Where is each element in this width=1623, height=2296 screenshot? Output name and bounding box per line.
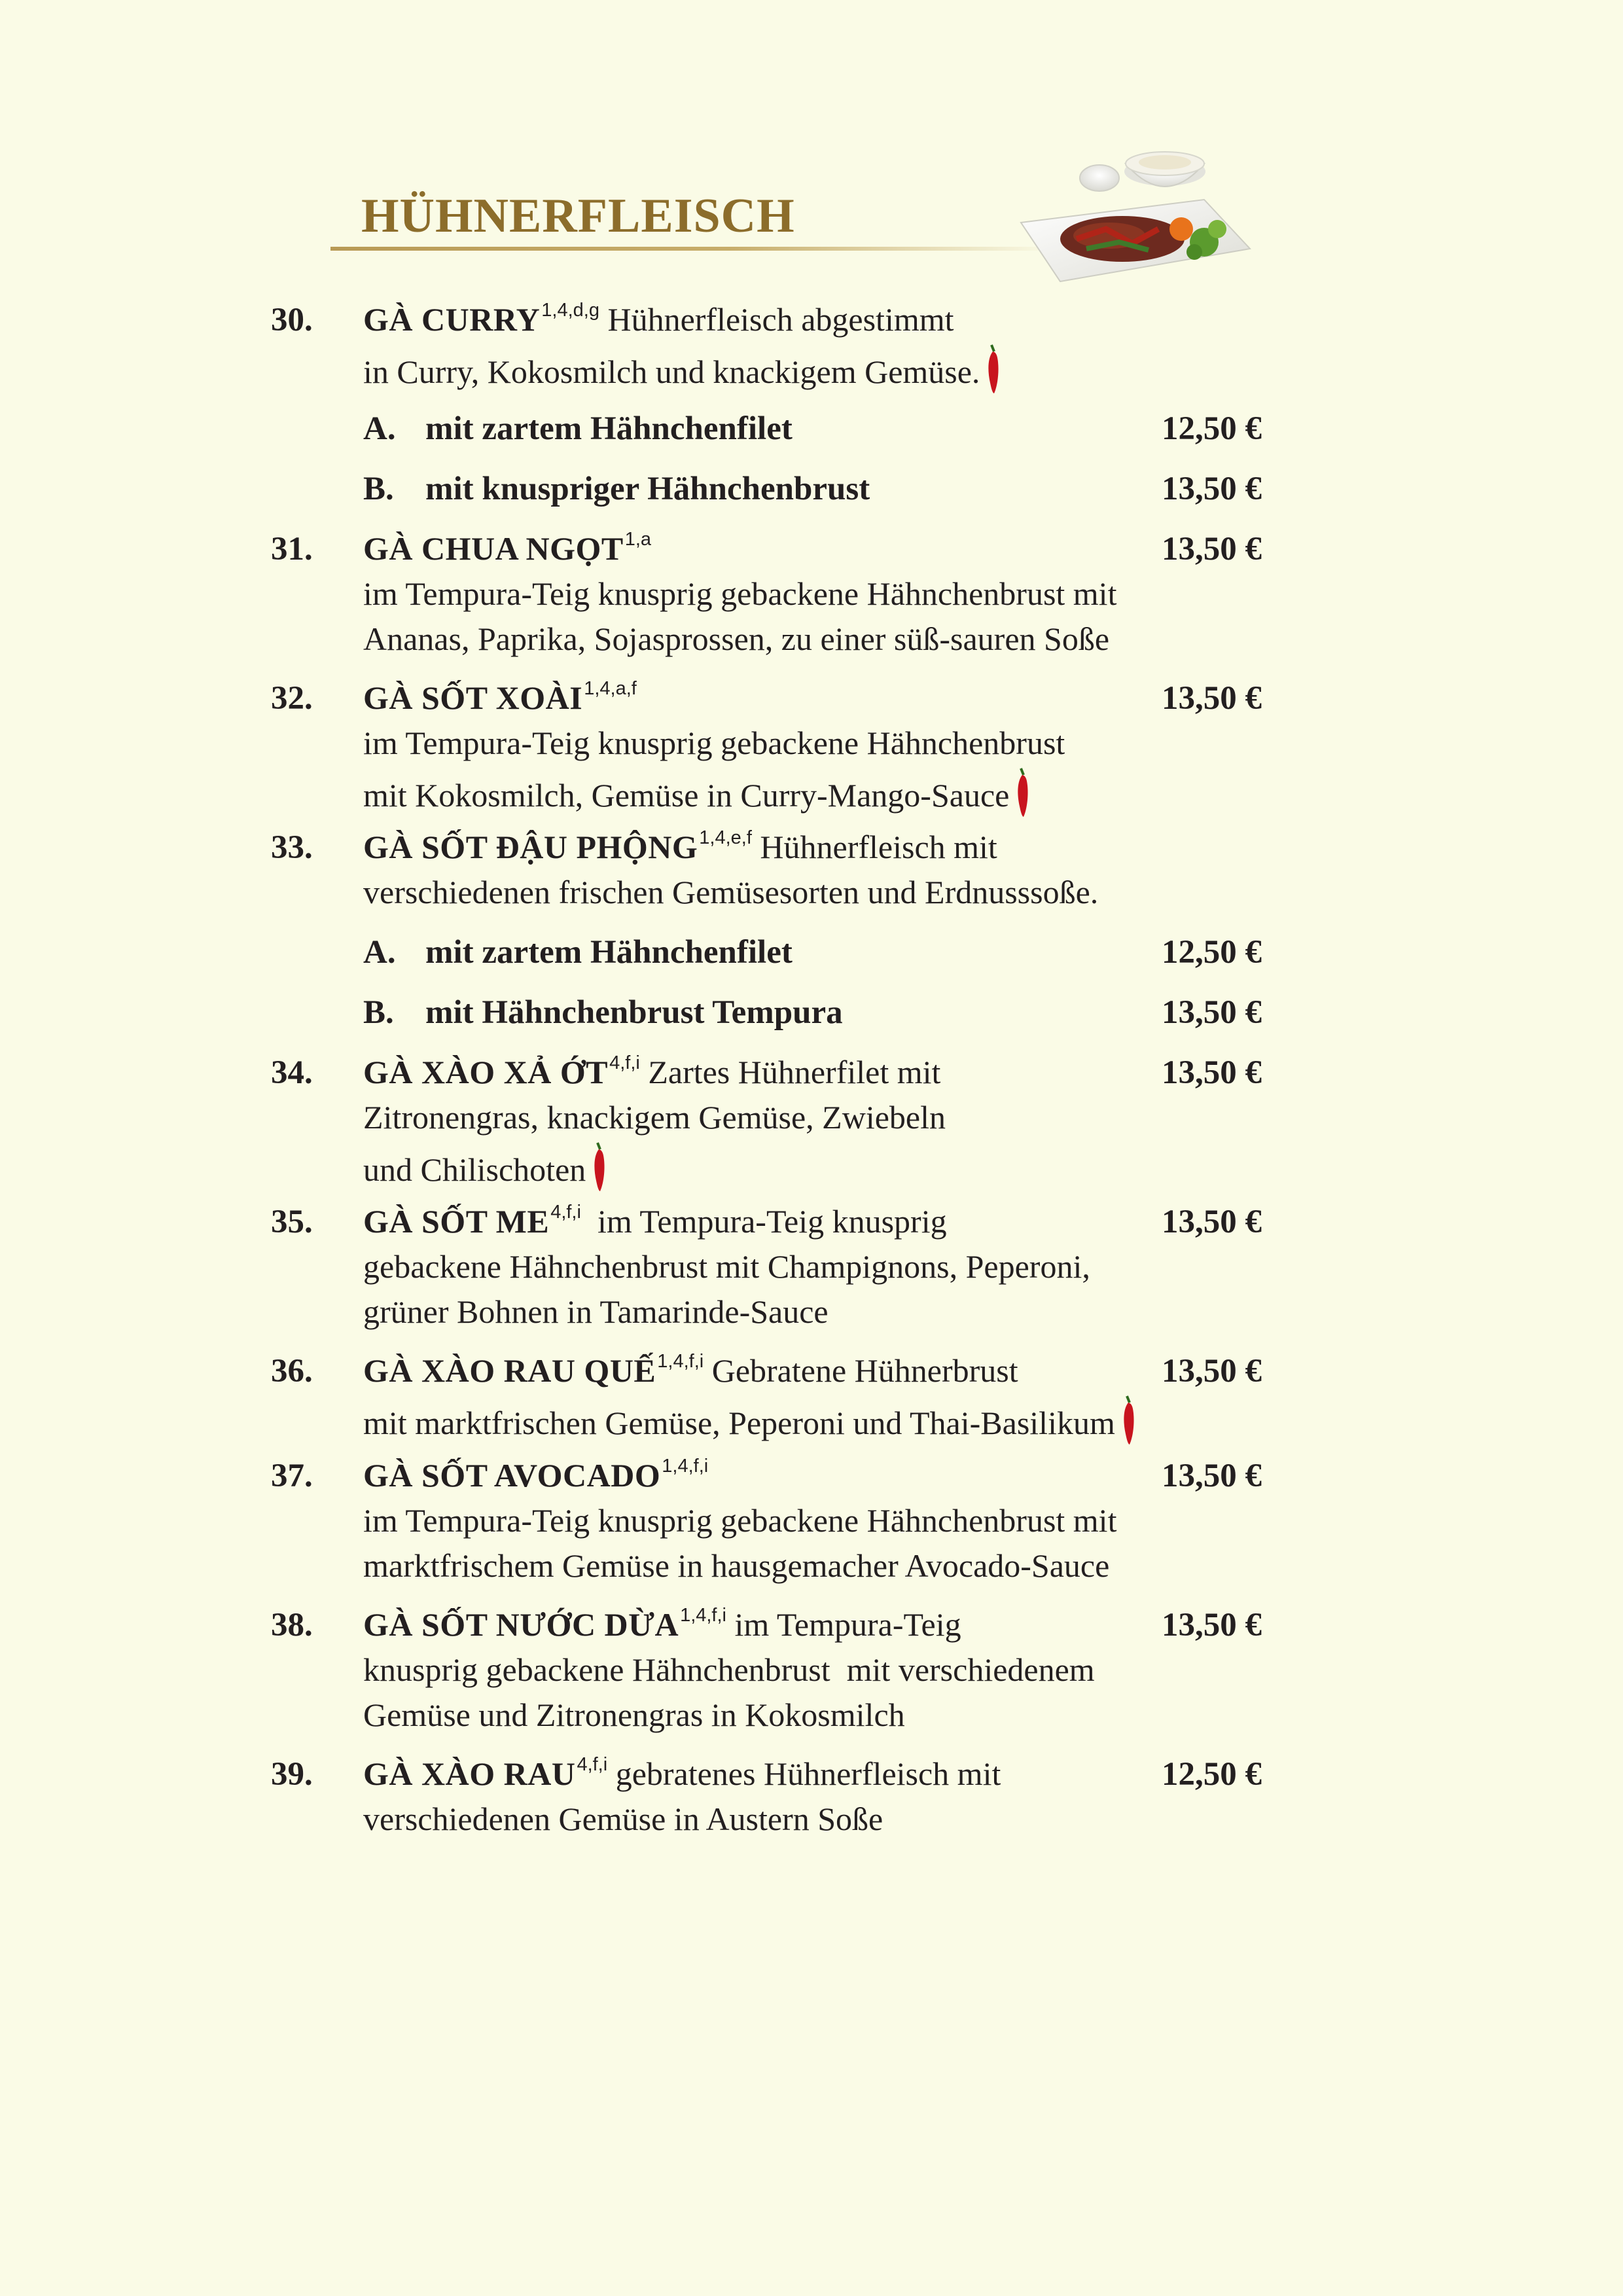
variant-text: mit zartem Hähnchenfilet [425,934,793,971]
list-item [363,1050,1181,1188]
dish-name: GÀ XÀO RAU QUẾ [363,1352,656,1389]
variant-row [363,932,1181,973]
dish-description: mit Kokosmilch, Gemüse in Curry-Mango-Sauce [363,777,1010,814]
allergen-codes: 1,4,e,f [699,827,752,848]
variant-label: B. [363,471,394,507]
allergen-codes: 1,4,d,g [541,300,599,321]
dish-description: Hühnerfleisch mit [751,829,997,865]
dish-description: gebratenes Hühnerfleisch mit [607,1755,1001,1792]
item-price: 12,50 € [1162,1756,1262,1793]
list-item [363,1602,1181,1738]
item-number: 36. [271,1353,313,1390]
variant-row [363,408,1181,449]
item-price: 13,50 € [1162,1607,1262,1643]
item-number: 37. [271,1458,313,1494]
allergen-codes: 1,4,f,i [680,1605,726,1626]
chili-pepper-icon [1120,1393,1137,1446]
dish-description: im Tempura-Teig knusprig gebackene Hähnchenbrust mit [363,575,1117,612]
item-number: 34. [271,1054,313,1091]
dish-description: im Tempura-Teig knusprig gebackene Hähnchenbrust mit [363,1502,1117,1539]
item-number: 32. [271,680,313,717]
variant-label: A. [363,410,396,447]
dish-description: Gemüse und Zitronengras in Kokosmilch [363,1696,905,1733]
chili-pepper-icon [985,342,1002,395]
dish-description: Zitronengras, knackigem Gemüse, Zwiebeln [363,1099,946,1136]
variant-price: 12,50 € [1162,934,1262,971]
title-underline [330,247,1054,251]
allergen-codes: 4,f,i [550,1202,581,1223]
allergen-codes: 1,a [624,529,652,550]
section-title: HÜHNERFLEISCH [361,189,795,243]
allergen-codes: 1,4,f,i [662,1456,709,1477]
item-number: 33. [271,829,313,866]
list-item [363,825,1181,915]
list-item [363,1751,1181,1842]
list-item [363,675,1181,814]
list-item [363,297,1181,390]
dish-name: GÀ SỐT AVOCADO [363,1457,661,1494]
dish-description: im Tempura-Teig knusprig gebackene Hähnchenbrust [363,725,1065,761]
variant-text: mit knuspriger Hähnchenbrust [425,471,870,507]
allergen-codes: 4,f,i [609,1052,640,1073]
variant-row [363,469,1181,509]
list-item [363,526,1181,662]
dish-description: knusprig gebackene Hähnchenbrust mit verschiedenem [363,1651,1095,1688]
allergen-codes: 1,4,f,i [657,1351,704,1372]
dish-description: Ananas, Paprika, Sojasprossen, zu einer süß-sauren Soße [363,620,1110,657]
variant-text: mit Hähnchenbrust Tempura [425,994,843,1031]
dish-name: GÀ XÀO XẢ ỚT [363,1054,609,1090]
chili-pepper-icon [591,1140,608,1193]
item-price: 13,50 € [1162,1054,1262,1091]
dish-description: marktfrischem Gemüse in hausgemacher Avocado-Sauce [363,1547,1110,1584]
chili-pepper-icon [1014,766,1031,818]
dish-name: GÀ CHUA NGỌT [363,530,624,567]
dish-name: GÀ CURRY [363,301,541,338]
dish-description: im Tempura-Teig [726,1606,961,1643]
dish-description: Gebratene Hühnerbrust [704,1352,1018,1389]
item-number: 35. [271,1204,313,1240]
item-price: 13,50 € [1162,680,1262,717]
list-item [363,1453,1181,1588]
dish-description: gebackene Hähnchenbrust mit Champignons, Peperoni, [363,1248,1090,1285]
item-number: 39. [271,1756,313,1793]
dish-description: mit marktfrischen Gemüse, Peperoni und Thai-Basilikum [363,1405,1115,1441]
dish-description: verschiedenen Gemüse in Austern Soße [363,1801,883,1837]
dish-name: GÀ SỐT ĐẬU PHỘNG [363,829,698,865]
dish-name: GÀ XÀO RAU [363,1755,576,1792]
variant-text: mit zartem Hähnchenfilet [425,410,793,447]
item-number: 30. [271,302,313,338]
dish-description: und Chilischoten [363,1151,586,1188]
dish-name: GÀ SỐT XOÀI [363,679,583,716]
item-price: 13,50 € [1162,531,1262,567]
variant-price: 12,50 € [1162,410,1262,447]
dish-photo [1008,131,1257,295]
item-number: 31. [271,531,313,567]
item-price: 13,50 € [1162,1204,1262,1240]
dish-name: GÀ SỐT NƯỚC DỪA [363,1606,679,1643]
dish-description: verschiedenen frischen Gemüsesorten und Erdnusssoße. [363,874,1099,910]
dish-description: grüner Bohnen in Tamarinde-Sauce [363,1293,829,1330]
dish-name: GÀ SỐT ME [363,1203,550,1240]
item-price: 13,50 € [1162,1353,1262,1390]
variant-price: 13,50 € [1162,994,1262,1031]
dish-description: im Tempura-Teig knusprig [580,1203,947,1240]
allergen-codes: 1,4,a,f [584,678,637,699]
variant-label: A. [363,934,396,971]
variant-row [363,992,1181,1033]
dish-description: Hühnerfleisch abgestimmt [599,301,954,338]
item-price: 13,50 € [1162,1458,1262,1494]
allergen-codes: 4,f,i [577,1754,608,1775]
item-number: 38. [271,1607,313,1643]
list-item [363,1199,1181,1335]
list-item [363,1348,1181,1439]
variant-price: 13,50 € [1162,471,1262,507]
dish-description: in Curry, Kokosmilch und knackigem Gemüse. [363,353,980,390]
dish-description: Zartes Hühnerfilet mit [639,1054,941,1090]
variant-label: B. [363,994,394,1031]
